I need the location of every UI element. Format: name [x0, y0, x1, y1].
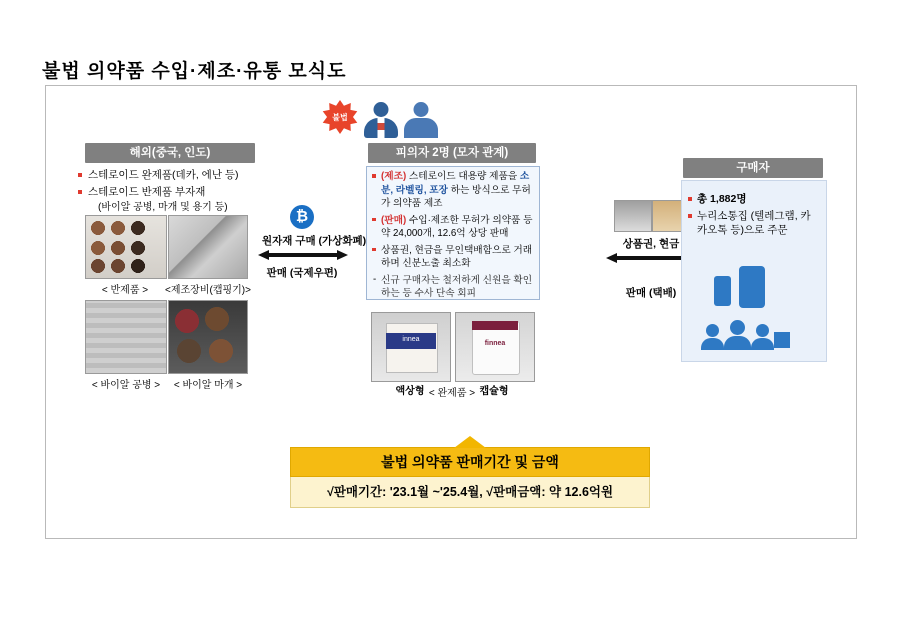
summary-banner	[290, 447, 650, 508]
suspect-header: 피의자 2명 (모자 관계)	[368, 143, 536, 163]
suspect-bullet-1-text: 수입·제조한 무허가 의약품 등 약 24,000개, 12.6억 상당 판매	[381, 214, 533, 239]
suspect-bullet-0-tail: 하는 방식으로 무허가 의약품 제조	[381, 184, 531, 209]
banner-pointer	[454, 436, 486, 448]
buyer-bullet-0: 총 1,882명	[697, 193, 747, 205]
photo-liquid-product: innea	[371, 312, 451, 382]
overseas-bullet-0: 스테로이드 완제품(데카, 에난 등)	[88, 169, 239, 181]
buyer-bullets	[688, 192, 820, 240]
suspect-dash-text: 신규 구매자는 철저하게 신원을 확인하는 등 수사 단속 회피	[381, 274, 533, 299]
overseas-bullet-1: 스테로이드 반제품 부자재	[88, 186, 206, 198]
photo-empty-vials	[85, 300, 167, 374]
suspect-bullet-2-text: 상품권, 현금을 무인택배함으로 거래하며 신분노출 최소화	[381, 244, 533, 269]
suspect-dash-item	[372, 274, 538, 301]
list-item	[78, 185, 268, 215]
overseas-header: 해외(중국, 인도)	[85, 143, 255, 163]
suspect-bullet-0-text: 스테로이드 대용량 제품을	[406, 171, 520, 182]
photo-giftcard-cash	[614, 200, 652, 232]
list-item	[372, 244, 538, 271]
banner-detail: √판매기간: '23.1월 ~'25.4월, √판매금액: 약 12.6억원	[290, 477, 650, 508]
banner-title: 불법 의약품 판매기간 및 금액	[290, 447, 650, 477]
caption-capping-machine: <제조장비(캡핑기)>	[165, 285, 251, 296]
photo-capping-machine	[168, 215, 248, 279]
list-item	[688, 209, 820, 238]
arrow-left-double	[258, 250, 348, 260]
caption-finished-products: < 완제품 >	[428, 388, 476, 399]
phone-icon-large	[739, 266, 765, 308]
bitcoin-icon: ₿	[290, 205, 314, 229]
suspect-bullet-0-emphasis: 소분, 라벨링, 포장	[381, 171, 530, 196]
buyer-group-icon	[700, 318, 790, 350]
photo-semi-product	[85, 215, 167, 279]
phone-icon-small	[714, 276, 731, 306]
person-icon-male	[364, 102, 398, 138]
caption-empty-vials: < 바이알 공병 >	[91, 380, 161, 391]
list-item	[688, 192, 820, 207]
arrow-right-bottom-label: 판매 (택배)	[625, 287, 677, 299]
list-item	[372, 170, 538, 211]
caption-vial-caps: < 바이알 마개 >	[173, 380, 243, 391]
photo-vial-caps	[168, 300, 248, 374]
overseas-bullets	[78, 168, 268, 217]
suspect-tag-sale: (판매)	[381, 214, 407, 226]
page-title: 불법 의약품 수입·제조·유통 모식도	[42, 61, 347, 82]
illegal-burst-icon	[322, 100, 358, 134]
buyer-header: 구매자	[683, 158, 823, 178]
arrow-left-bottom-label: 판매 (국제우편)	[266, 267, 338, 279]
caption-semi-product: < 반제품 >	[101, 285, 149, 296]
arrow-left-top-label: 원자재 구매 (가상화폐)	[262, 235, 367, 247]
buyer-bullet-1: 누리소통집 (텔레그램, 카카오톡 등)으로 주문	[697, 209, 811, 236]
person-icon-female	[404, 102, 438, 138]
caption-capsule-product: 캡슐형	[479, 386, 509, 397]
suspect-tag-manufacture: (제조)	[381, 171, 407, 182]
suspect-bullets	[372, 170, 538, 304]
caption-liquid-product: 액상형	[395, 386, 425, 397]
overseas-subtext: (바이알 공병, 마개 및 용기 등)	[98, 202, 228, 213]
list-item	[78, 168, 268, 183]
photo-capsule-product: finnea	[455, 312, 535, 382]
list-item	[372, 214, 538, 241]
illegal-burst-label: 불법	[332, 112, 348, 122]
arrow-right-top-label: 상품권, 현금	[622, 238, 680, 250]
